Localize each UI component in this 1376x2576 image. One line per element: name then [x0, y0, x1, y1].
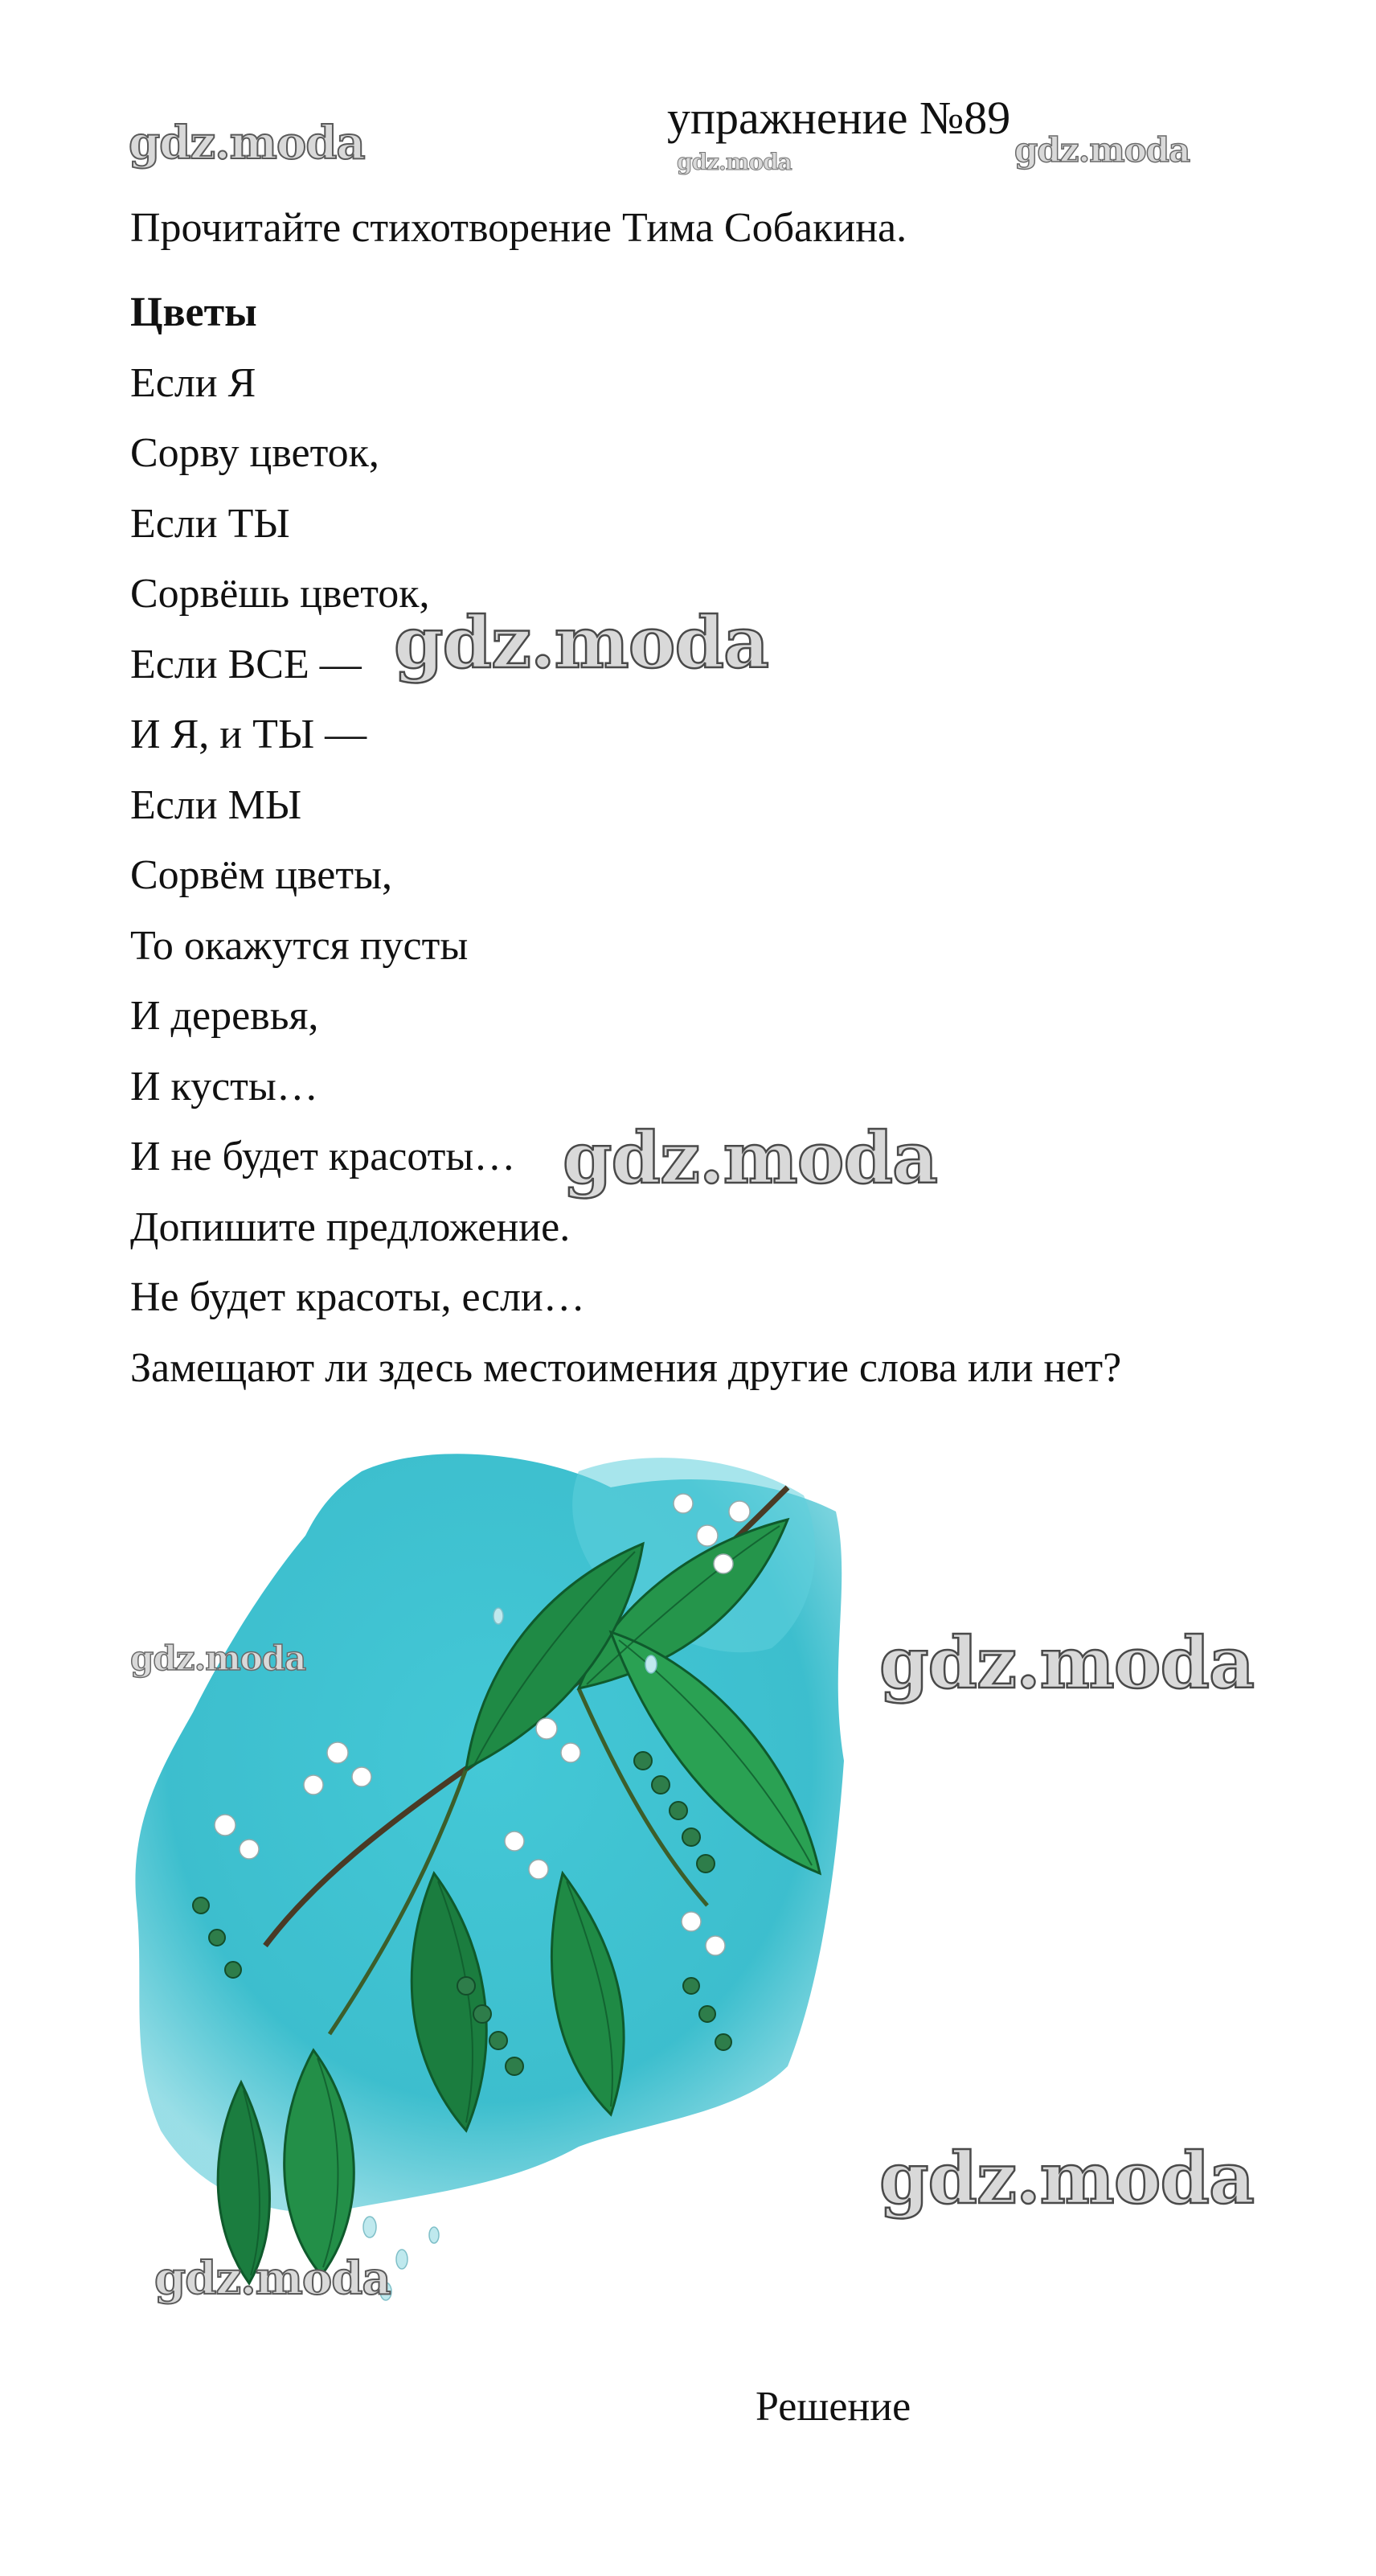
watermark-text: gdz.moda [394, 601, 769, 684]
question-line: Замещают ли здесь местоимения другие слова или нет? [130, 1344, 1122, 1391]
blossom [729, 1501, 750, 1522]
berry [652, 1776, 670, 1794]
task-line: Не будет красоты, если… [130, 1274, 585, 1320]
bird-cherry-branch-illustration [129, 1423, 852, 2316]
solution-label: Решение [756, 2384, 911, 2430]
watermark-text: gdz.moda [563, 1116, 938, 1200]
poem-line: И не будет красоты… [130, 1134, 516, 1179]
berry [682, 1828, 700, 1846]
berry [225, 1962, 241, 1978]
berry [697, 1855, 715, 1873]
poem-line: То окажутся пусты [130, 922, 469, 969]
berry [699, 2006, 715, 2022]
berry [473, 2005, 491, 2023]
poem [130, 277, 1121, 1403]
poem-line: И деревья, [130, 993, 319, 1039]
poem-line: Сорву цветок, [130, 430, 379, 476]
blossom [682, 1912, 701, 1931]
blossom [561, 1743, 580, 1762]
poem-line: Если ТЫ [130, 500, 290, 547]
poem-line: Сорвёшь цветок, [130, 571, 430, 617]
poem-line: И кусты… [130, 1063, 318, 1110]
berry [457, 1977, 475, 1995]
berry [489, 2032, 507, 2049]
poem-line: Если МЫ [130, 781, 302, 828]
blossom [240, 1840, 259, 1859]
berry [193, 1897, 209, 1914]
watermark-text: gdz.moda [879, 2136, 1255, 2220]
blossom [352, 1767, 371, 1786]
blossom [215, 1815, 235, 1836]
watermark-text: gdz.moda [879, 1621, 1255, 1704]
poem-line: Если ВСЕ — [130, 641, 362, 687]
droplet [645, 1655, 657, 1673]
blossom [529, 1860, 548, 1879]
berry [715, 2034, 731, 2050]
berry [683, 1978, 699, 1994]
exercise-title: упражнение №89 [667, 92, 1011, 144]
berry [670, 1802, 687, 1819]
blossom [697, 1525, 718, 1546]
droplet [396, 2250, 407, 2269]
watermark-text: gdz.moda [154, 2252, 391, 2305]
blossom [674, 1494, 693, 1513]
droplet [429, 2227, 439, 2243]
berry [634, 1752, 652, 1770]
berry [209, 1930, 225, 1946]
exercise-instruction: Прочитайте стихотворение Тима Собакина. [130, 205, 907, 251]
blossom [505, 1832, 524, 1851]
droplet [363, 2217, 376, 2238]
blossom [706, 1936, 725, 1955]
poem-line: Сорвём цветы, [130, 852, 393, 898]
blossom [327, 1742, 348, 1763]
watermark-text: gdz.moda [1014, 130, 1190, 170]
poem-line: И Я, и ТЫ — [130, 712, 367, 757]
poem-title: Цветы [130, 289, 257, 335]
watermark-text: gdz.moda [129, 117, 365, 170]
blossom [304, 1775, 323, 1795]
watermark-text: gdz.moda [677, 149, 792, 175]
watermark-text: gdz.moda [130, 1639, 306, 1678]
task-line: Допишите предложение. [130, 1204, 571, 1250]
blossom [536, 1718, 557, 1739]
poem-line: Если Я [130, 359, 256, 406]
droplet [493, 1608, 503, 1624]
berry [506, 2057, 523, 2075]
blossom [714, 1554, 733, 1573]
